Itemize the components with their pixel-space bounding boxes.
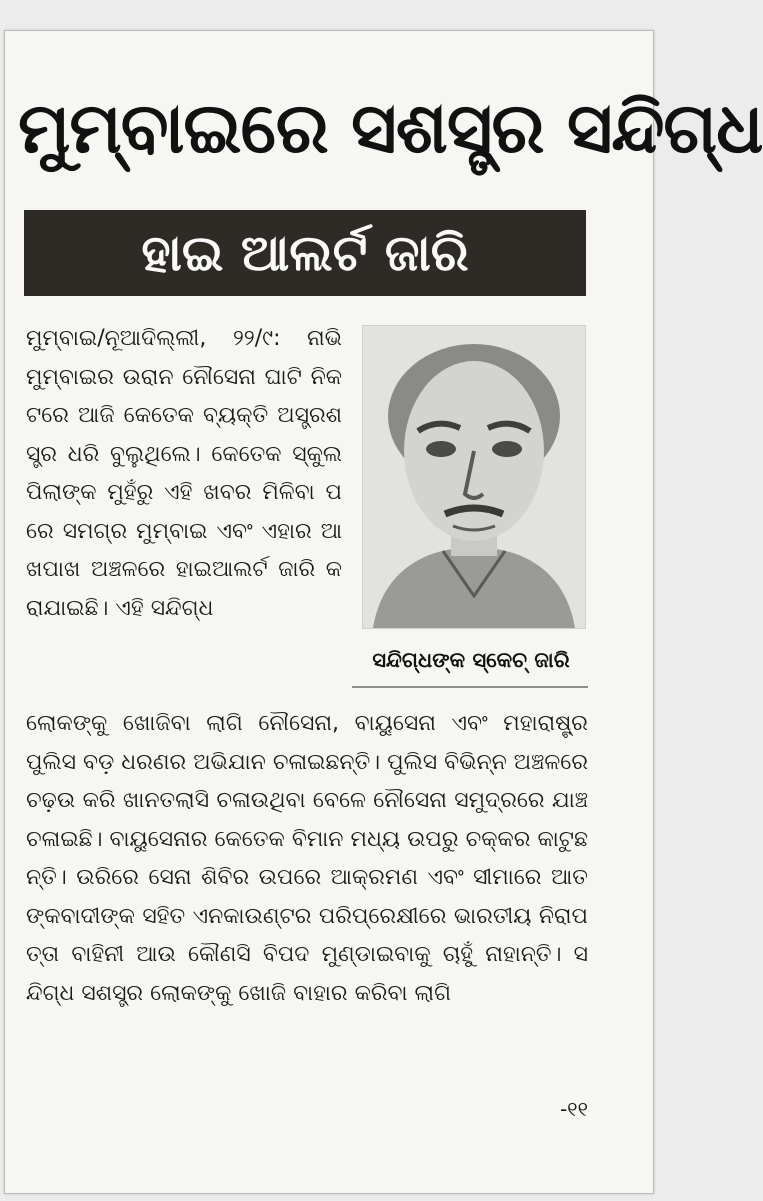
photo-caption: ସନ୍ଦିଗ୍ଧଙ୍କ ସ୍କେଚ୍ ଜାରି bbox=[372, 648, 570, 672]
article-column-text: ମୁମ୍ବାଇ/ନୂଆଦିଲ୍ଲୀ, ୨୨/୯: ନାଭି ମୁମ୍ବାଇର ଉରାନ ନୌସେନା ଘାଟି ନିକଟରେ ଆଜି କେତେକ ବ୍ୟକ୍ତି ଅସ୍ତ୍ରଶସ୍ତ୍ର ଧରି ବୁଲୁଥିଲେ। କେତେକ ସ୍କୁଲ ପିଲାଙ୍କ ମୁହଁରୁ ଏହି ଖବର ମିଳିବା ପରେ ସମଗ୍ର ମୁମ୍ବାଇ ଏବଂ ଏହାର ଆଖପାଖ ଅଞ୍ଚଳରେ ହାଇଆଲର୍ଟ ଜାରି କରାଯାଇଛି। ଏହି ସନ୍ଦିଗ୍ଧ bbox=[26, 326, 342, 621]
banner-subheadline: ହାଇ ଆଲର୍ଟ ଜାରି bbox=[24, 210, 586, 296]
suspect-sketch-image bbox=[362, 325, 586, 629]
article-signoff: -୧୧ bbox=[559, 1097, 588, 1121]
headline: ମୁମ୍ବାଇରେ ସଶସ୍ତ୍ର ସନ୍ଦିଗ୍ଧ bbox=[18, 87, 763, 169]
suspect-sketch-drawing bbox=[363, 326, 585, 628]
article-body-text: ଲୋକଙ୍କୁ ଖୋଜିବା ଲାଗି ନୌସେନା, ବାୟୁସେନା ଏବଂ ମହାରାଷ୍ଟ୍ର ପୁଲିସ ବଡ଼ ଧରଣର ଅଭିଯାନ ଚଳାଇଛନ୍ତି। ପୁଲିସ ବିଭିନ୍ନ ଅଞ୍ଚଳରେ ଚଢ଼ଉ କରି ଖାନତଲାସି ଚଳାଉଥିବା ବେଳେ ନୌସେନା ସମୁଦ୍ରରେ ଯାଞ୍ଚ ଚଳାଇଛି। ବାୟୁସେନାର କେତେକ ବିମାନ ମଧ୍ୟ ଉପରୁ ଚକ୍କର କାଟୁଛନ୍ତି। ଉରିରେ ସେନା ଶିବିର ଉପରେ ଆକ୍ରମଣ ଏବଂ ସୀମାରେ ଆତଙ୍କବାଦୀଙ୍କ ସହିତ ଏନକାଉଣ୍ଟର ପରିପ୍ରେକ୍ଷୀରେ ଭାରତୀୟ ନିରାପତ୍ତା ବାହିନୀ ଆଉ କୌଣସି ବିପଦ ମୁଣ୍ଡାଇବାକୁ ଚାହୁଁ ନାହାନ୍ତି। ସନ୍ଦିଗ୍ଧ ସଶସ୍ତ୍ର ଲୋକଙ୍କୁ ଖୋଜି ବାହାର କରିବା ଲାଗି bbox=[26, 711, 588, 1006]
caption-divider bbox=[352, 686, 588, 688]
